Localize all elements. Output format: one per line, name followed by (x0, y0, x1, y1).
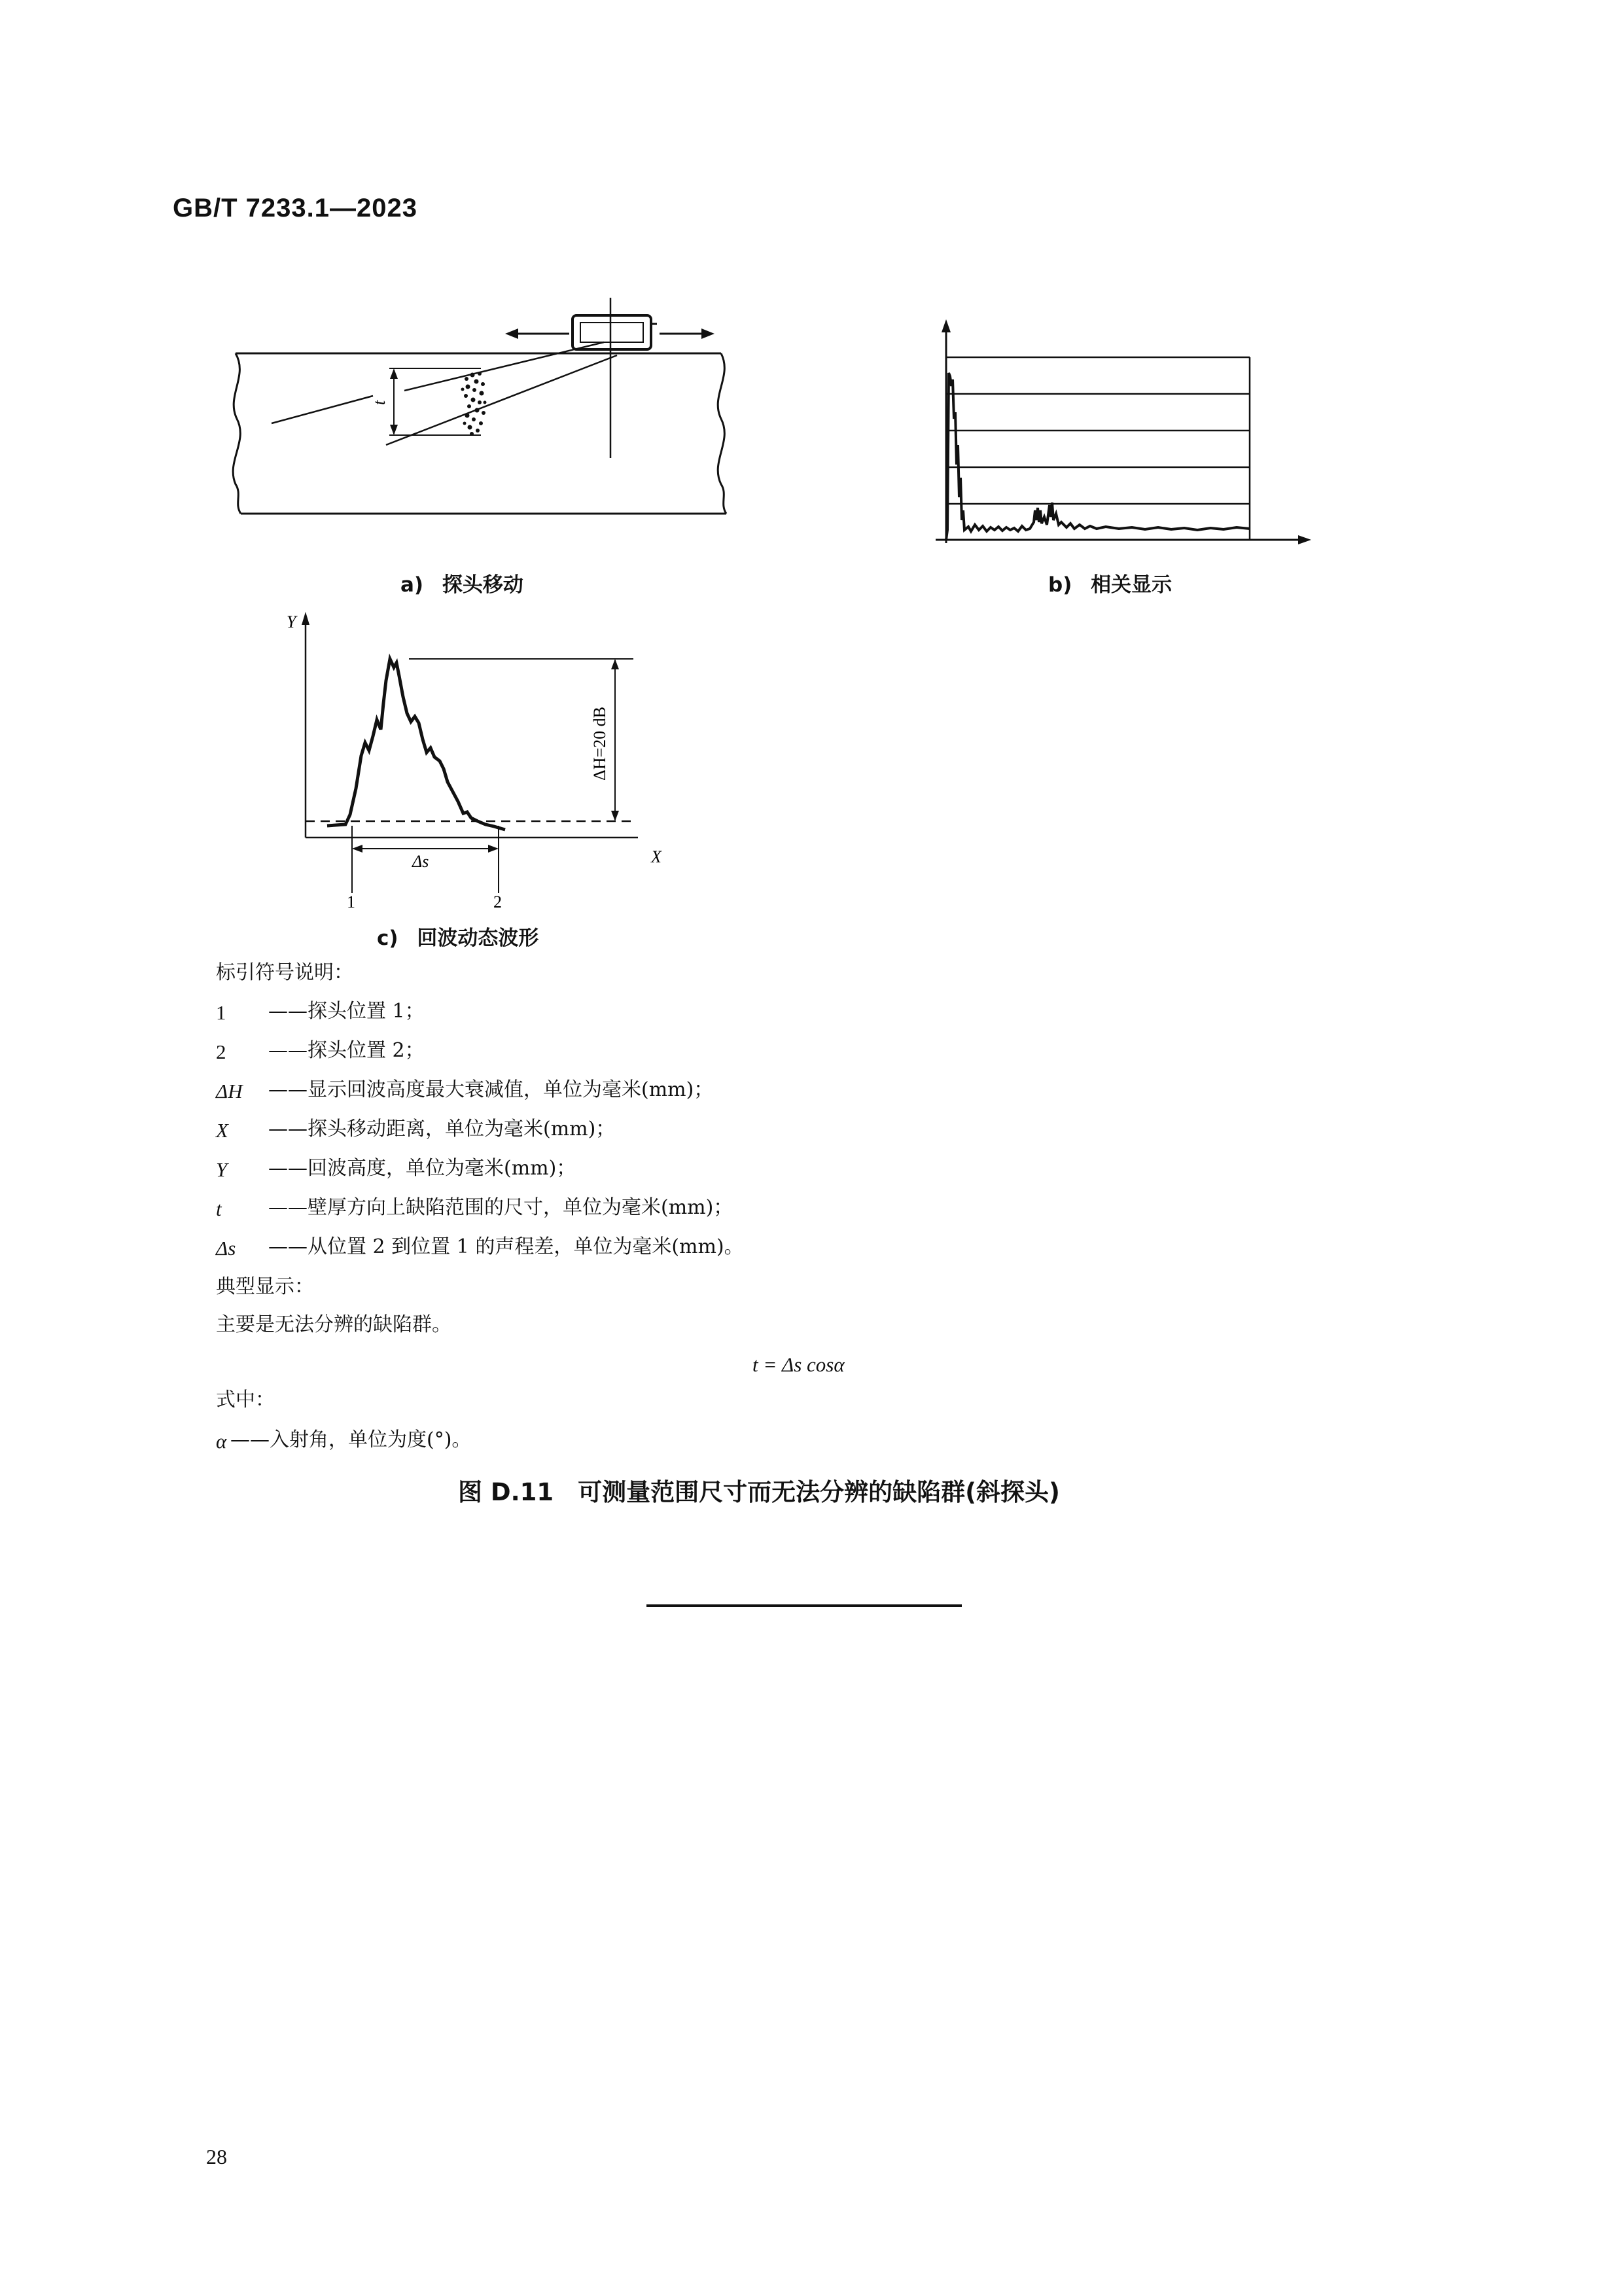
probe-body (573, 315, 651, 349)
legend-heading: 标引符号说明： (216, 961, 353, 984)
legend-text-1: ——探头位置 1； (268, 1000, 425, 1023)
figure-a-caption-text: 探头移动 (442, 573, 523, 597)
figure-a-probe-movement (222, 298, 739, 556)
echo-x-axis-label: X (651, 847, 661, 866)
echo-y-axis-label: Y (287, 612, 296, 631)
legend-text-delta-h: ——显示回波高度最大衰减值，单位为毫米(mm)； (268, 1078, 714, 1101)
right-break-line (718, 353, 726, 514)
position-2-label: 2 (493, 892, 502, 911)
delta-s-label: Δs (412, 852, 429, 871)
beam-extension (272, 396, 373, 423)
legend-symbol-t: t (216, 1197, 222, 1220)
legend-text-x: ——探头移动距离，单位为毫米(mm)； (268, 1118, 616, 1140)
position-1-label: 1 (347, 892, 355, 911)
page-number: 28 (206, 2145, 227, 2168)
where-text-alpha: ——入射角，单位为度(°)。 (230, 1428, 472, 1451)
t-label: t (370, 400, 389, 405)
legend-symbol-2: 2 (216, 1040, 226, 1063)
end-rule (646, 1604, 962, 1607)
figure-b-ascan-display (923, 314, 1315, 550)
figure-c-caption-text: 回波动态波形 (417, 927, 539, 950)
standard-number: GB/T 7233.1—2023 (173, 194, 417, 222)
legend-symbol-delta-h: ΔH (216, 1080, 243, 1103)
legend-symbol-y: Y (216, 1158, 228, 1181)
figure-a-caption-letter: a) (400, 573, 424, 597)
where-heading: 式中： (216, 1388, 275, 1411)
figure-b-caption (1048, 568, 1172, 597)
figure-a-caption (400, 568, 523, 597)
figure-c-echo-dynamic (275, 605, 680, 913)
typical-display-heading: 典型显示： (216, 1275, 314, 1298)
legend-text-t: ——壁厚方向上缺陷范围的尺寸，单位为毫米(mm)； (268, 1196, 733, 1219)
legend-text-2: ——探头位置 2； (268, 1039, 425, 1062)
left-break-line (233, 353, 241, 514)
legend-symbol-delta-s: Δs (216, 1237, 236, 1260)
legend-symbol-1: 1 (216, 1001, 226, 1024)
probe-window (580, 323, 643, 342)
figure-c-caption (377, 921, 538, 951)
defect-cluster (461, 372, 487, 436)
legend-symbol-x: X (216, 1119, 228, 1142)
ascan-signal (946, 373, 1250, 540)
typical-display-text: 主要是无法分辨的缺陷群。 (216, 1313, 451, 1336)
ascan-grid (946, 357, 1250, 540)
legend-text-delta-s: ——从位置 2 到位置 1 的声程差，单位为毫米(mm)。 (268, 1235, 744, 1258)
figure-c-caption-letter: c) (377, 927, 398, 950)
where-symbol-alpha: α (216, 1430, 227, 1453)
figure-b-caption-text: 相关显示 (1091, 573, 1172, 597)
formula: t = Δs cosα (752, 1353, 845, 1376)
figure-b-caption-letter: b) (1048, 573, 1072, 597)
figure-title: 图 D.11 可测量范围尺寸而无法分辨的缺陷群(斜探头) (458, 1478, 1060, 1506)
legend-text-y: ——回波高度，单位为毫米(mm)； (268, 1157, 576, 1180)
delta-h-label: ΔH=20 dB (590, 706, 609, 781)
echo-envelope (327, 659, 505, 830)
beam-upper (404, 342, 604, 391)
